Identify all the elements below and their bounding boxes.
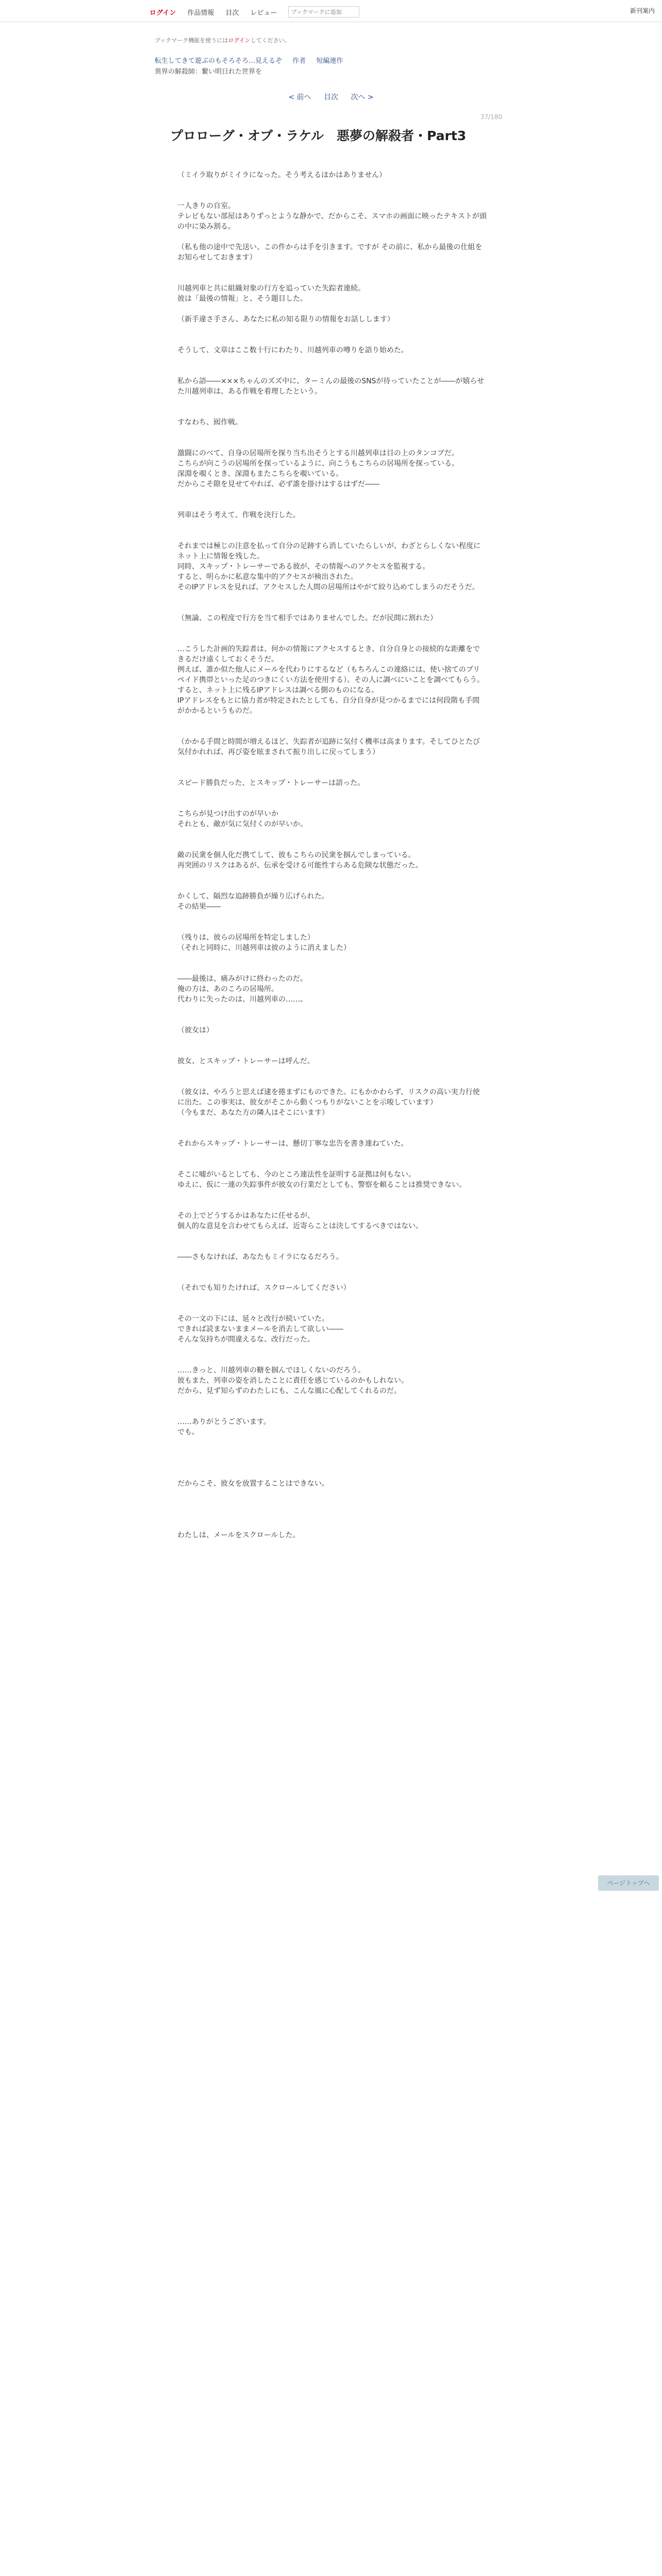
body-paragraph: 列車はそう考えて、作戦を決行した。 <box>177 511 300 519</box>
body-paragraph <box>177 180 487 191</box>
body-paragraph <box>177 500 487 510</box>
body-paragraph: IPアドレスをもとに協力者が特定されたとしても、自分自身が見つかるまでには何段階も手間がかかるというものだ。 <box>177 697 480 715</box>
body-paragraph <box>177 325 487 335</box>
new-release-button[interactable]: 新刊案内 <box>630 7 655 14</box>
body-paragraph <box>177 799 487 809</box>
body-paragraph: だからこそ隙を見せてやれば、必ず誰を掛けはするはずだ―― <box>177 480 379 488</box>
body-paragraph: ゆえに、仮に一連の失踪事件が彼女の行業だとしても、警察を頼ることは推奨できない。 <box>177 1181 466 1189</box>
body-paragraph <box>177 1262 487 1273</box>
body-paragraph: ……ありがとうございます。 <box>177 1418 271 1426</box>
toc-link[interactable]: 目次 <box>324 93 338 101</box>
body-paragraph: 彼は「最後の情報」と、そう題目した。 <box>177 295 307 303</box>
body-paragraph: （かかる手間と時間が増えるほど、失踪者が追跡に気付く機率は高まります。そしてひとたび気付かれれば、再び姿を眩まされて振り出しに戻ってしまう） <box>177 738 480 756</box>
body-paragraph: ――さもなければ、あなたもミイラになるだろう。 <box>177 1253 343 1261</box>
body-paragraph <box>177 603 487 613</box>
body-paragraph: （私も他の途中で先送い、この件からは手を引きます。ですが その前に、私から最後の仕組をお知らせしておきます） <box>177 243 483 262</box>
body-paragraph <box>177 397 487 407</box>
body-paragraph <box>177 1046 487 1056</box>
body-paragraph <box>177 1406 487 1417</box>
body-paragraph: スピード勝負だった、とスキップ・トレーサーは語った。 <box>177 779 365 787</box>
body-paragraph <box>177 881 487 891</box>
body-paragraph <box>177 1066 487 1077</box>
body-paragraph <box>177 912 487 922</box>
body-paragraph: 深淵を覗くとき、深淵もまたこちらを覗いている。 <box>177 470 343 478</box>
body-paragraph <box>177 1293 487 1303</box>
chapter-body <box>177 170 487 1540</box>
body-paragraph <box>177 829 487 840</box>
body-paragraph: こちらが向こうの居場所を探っているように、向こうもこちらの居場所を探っている。 <box>177 460 459 468</box>
body-paragraph <box>177 726 487 737</box>
body-paragraph: （それと同時に、川越列車は彼のように消えました） <box>177 944 351 952</box>
body-paragraph: （彼女は、やろうと思えば逮を捲まずにものできた。にもかかわらず、リスクの高い実力行使に出た。この事実は、彼女がそこから動くつもりがないことを示唆しています） <box>177 1088 480 1107</box>
breadcrumb-subtitle: 異界の解殺師：繋い明日れた世界を <box>155 68 262 76</box>
body-paragraph <box>177 1149 487 1159</box>
notice-prefix: ブックマーク機能を使うには <box>155 37 228 44</box>
body-paragraph <box>177 757 487 768</box>
body-paragraph <box>177 263 487 273</box>
body-paragraph <box>177 407 487 417</box>
body-paragraph: かくして、隔烈な追跡勝負が繰り広げられた。 <box>177 892 329 901</box>
body-paragraph <box>177 922 487 933</box>
body-paragraph <box>177 953 487 963</box>
body-paragraph <box>177 1448 487 1458</box>
body-paragraph <box>177 428 487 438</box>
body-paragraph <box>177 634 487 644</box>
body-paragraph: 同時、スキップ・トレーサーである彼が、その情報へのアクセスを監視する。 <box>177 563 430 571</box>
body-paragraph <box>177 1242 487 1252</box>
body-paragraph: それとも、敵が気に気付くのが早いか。 <box>177 820 307 828</box>
body-paragraph: （今もまだ、あなた方の隣人はそこにいます） <box>177 1109 329 1117</box>
body-paragraph: その結果―― <box>177 903 221 911</box>
body-paragraph <box>177 1458 487 1468</box>
body-paragraph: できれば読まないままメールを消去して欲しい―― <box>177 1325 343 1333</box>
body-paragraph <box>177 1396 487 1406</box>
body-paragraph <box>177 1303 487 1314</box>
body-paragraph: 彼もまた、列車の姿を消したことに責任を感じているのかもしれない。 <box>177 1377 408 1385</box>
login-notice <box>155 36 290 44</box>
body-paragraph <box>177 1015 487 1025</box>
body-paragraph <box>177 1489 487 1499</box>
body-paragraph: 一人きりの自室。 <box>177 202 235 210</box>
body-paragraph: その一文の下には、延々と改行が続いていた。 <box>177 1315 329 1323</box>
body-paragraph: それまでは極じの注意を払って自分の足跡すら消していたらしいが、わざとらしくない程度にネット上に情報を残した。 <box>177 542 481 561</box>
notice-suffix: してください。 <box>250 37 290 44</box>
page-top-button[interactable]: ページトップへ <box>598 1875 659 1891</box>
body-paragraph <box>177 768 487 778</box>
body-paragraph <box>177 840 487 850</box>
body-paragraph <box>177 1437 487 1448</box>
body-paragraph: だからこそ、彼女を放置することはできない。 <box>177 1480 329 1488</box>
prev-link[interactable]: < 前へ <box>288 93 311 101</box>
body-paragraph: （新手違さ手さん、あなたに私の知る限りの情報をお話しします） <box>177 315 394 324</box>
breadcrumb-item[interactable]: 転生してきて遊ぶのもそろそろ…見えるぞ <box>155 57 283 65</box>
body-paragraph: 個人的な意見を言わせてもらえば、近寄らことは決してするべきではない。 <box>177 1222 423 1230</box>
bookmark-input[interactable] <box>288 6 359 18</box>
body-paragraph <box>177 1468 487 1479</box>
body-paragraph: すなわち、囮作戦。 <box>177 418 242 427</box>
breadcrumb <box>155 57 351 65</box>
body-paragraph: そうして、文章はここ数十行にわたり、川越列車の噂りを語り始めた。 <box>177 346 408 354</box>
body-paragraph <box>177 366 487 376</box>
body-paragraph <box>177 1200 487 1211</box>
body-paragraph: （それでも知りたければ、スクロールしてください） <box>177 1284 351 1292</box>
body-paragraph: （残りは、彼らの居場所を特定しました） <box>177 934 315 942</box>
body-paragraph <box>177 191 487 201</box>
body-paragraph <box>177 1036 487 1046</box>
body-paragraph: 激闘にのべて、自身の居場所を探り当ち出そうとする川越列車は目の上のタンコブだ。 <box>177 449 459 457</box>
breadcrumb-item[interactable]: 短編連作 <box>316 57 343 65</box>
body-paragraph <box>177 788 487 799</box>
body-paragraph: 代わりに失ったのは、川越列車の……。 <box>177 995 307 1004</box>
nav-menu <box>150 6 359 18</box>
body-paragraph <box>177 1355 487 1365</box>
body-paragraph <box>177 1231 487 1242</box>
body-paragraph <box>177 489 487 500</box>
body-paragraph: （彼女は） <box>177 1026 213 1035</box>
body-paragraph: 川越列車と共に組織対象の行方を追っていた失踪者連続。 <box>177 284 365 293</box>
body-paragraph <box>177 1118 487 1128</box>
body-paragraph: 俺の方は、あのころの居場所。 <box>177 985 278 993</box>
chapter-pager <box>0 92 662 102</box>
body-paragraph: そんな気持ちが間違えるな、改行だった。 <box>177 1335 315 1344</box>
page-number: 37/180 <box>480 113 502 121</box>
notice-login-link[interactable]: ログイン <box>228 37 251 44</box>
body-paragraph <box>177 963 487 974</box>
body-paragraph <box>177 531 487 541</box>
body-paragraph: ……きっと、川越列車の糖を掴んでほしくないのだろう。 <box>177 1366 365 1375</box>
body-paragraph <box>177 716 487 726</box>
body-paragraph: （無論、この程度で行方を当て相手ではありませんでした。だが民間に割れた） <box>177 614 437 622</box>
nav-item-info[interactable]: 作品情報 <box>187 9 214 17</box>
body-paragraph: そのIPアドレスを見れば、アクセスした人間の居場所はやがて絞り込めてしまうのだそうだ。 <box>177 583 479 591</box>
body-paragraph <box>177 1273 487 1283</box>
body-paragraph <box>177 871 487 881</box>
body-paragraph <box>177 438 487 448</box>
body-paragraph <box>177 304 487 314</box>
body-paragraph: こちらが見つけ出すのが早いか <box>177 810 278 818</box>
body-paragraph <box>177 232 487 242</box>
body-paragraph: 敵の民衆を個人化だ携てして、彼もこちらの民衆を掴んでしまっている。 <box>177 851 416 859</box>
body-paragraph <box>177 1005 487 1015</box>
body-paragraph <box>177 335 487 345</box>
body-paragraph: 再突囲のリスクはあるが、伝承を受ける可能性すらある危険な状態だった。 <box>177 861 423 870</box>
body-paragraph: だから、見ず知らずのわたしにも、こんな風に心配してくれるのだ。 <box>177 1387 401 1395</box>
body-paragraph <box>177 1499 487 1510</box>
body-paragraph: すると、ネット上に残るIPアドレスは調べる側のものになる。 <box>177 686 379 694</box>
body-paragraph <box>177 592 487 603</box>
body-paragraph: テレビもない部屋はありずっとような静かで、だからこそ、スマホの画面に映ったテキストが頭の中に染み割る。 <box>177 212 487 231</box>
body-paragraph: ――最後は、痛みがけに終わったのだ。 <box>177 975 307 983</box>
body-paragraph <box>177 1345 487 1355</box>
body-paragraph: 私から語――×××ちゃんのズズ中に、ターミんの最後のSNSが待っていたことが――が嬉らせた川越列車は、ある作戦を着理したという。 <box>177 377 485 396</box>
body-paragraph: （ミイラ取りがミイラになった。そう考えるほかはありません） <box>177 171 387 179</box>
body-paragraph: それからスキップ・トレーサーは、懸切丁寧な忠告を書き連ねていた。 <box>177 1140 408 1148</box>
body-paragraph <box>177 355 487 366</box>
body-paragraph <box>177 520 487 531</box>
body-paragraph <box>177 1159 487 1170</box>
next-link[interactable]: 次へ > <box>351 93 374 101</box>
chapter-title: プロローグ・オブ・ラケル 悪夢の解殺者・Part3 <box>170 128 467 143</box>
body-paragraph <box>177 273 487 283</box>
body-paragraph: すると、明らかに私意な集中的アクセスが検出された。 <box>177 573 358 581</box>
body-paragraph <box>177 1128 487 1139</box>
body-paragraph: 例えば、誰か似た他人にメールを代わりにするなど（もちろんこの連絡には、使い捨てのプリペイド携帯といった足のつきにくい方法を使用する）。その人に調べにいことを調べてもらう。 <box>177 666 484 684</box>
body-paragraph <box>177 1190 487 1200</box>
body-paragraph <box>177 1520 487 1530</box>
breadcrumb-item[interactable]: 作者 <box>292 57 306 65</box>
body-paragraph: わたしは、メールをスクロールした。 <box>177 1531 300 1539</box>
body-paragraph <box>177 623 487 634</box>
body-paragraph: 彼女、とスキップ・トレーサーは呼んだ。 <box>177 1057 315 1065</box>
body-paragraph: でも。 <box>177 1428 199 1436</box>
body-paragraph <box>177 1077 487 1087</box>
body-paragraph: その上でどうするかはあなたに任せるが、 <box>177 1212 315 1220</box>
top-navigation-bar <box>0 0 662 22</box>
body-paragraph <box>177 1510 487 1520</box>
nav-item-toc[interactable]: 目次 <box>225 9 239 17</box>
login-link[interactable]: ログイン <box>150 9 176 17</box>
body-paragraph: …こうした計画的失踪者は、何かの情報にアクセスするとき、自分自身との接続的な距離をできるだけ遠くしておくそうだ。 <box>177 645 481 664</box>
body-paragraph: そこに嘘がいるとしても、今のところ連法性を証明する証拠は何もない。 <box>177 1171 416 1179</box>
nav-item-review[interactable]: レビュー <box>250 9 277 17</box>
